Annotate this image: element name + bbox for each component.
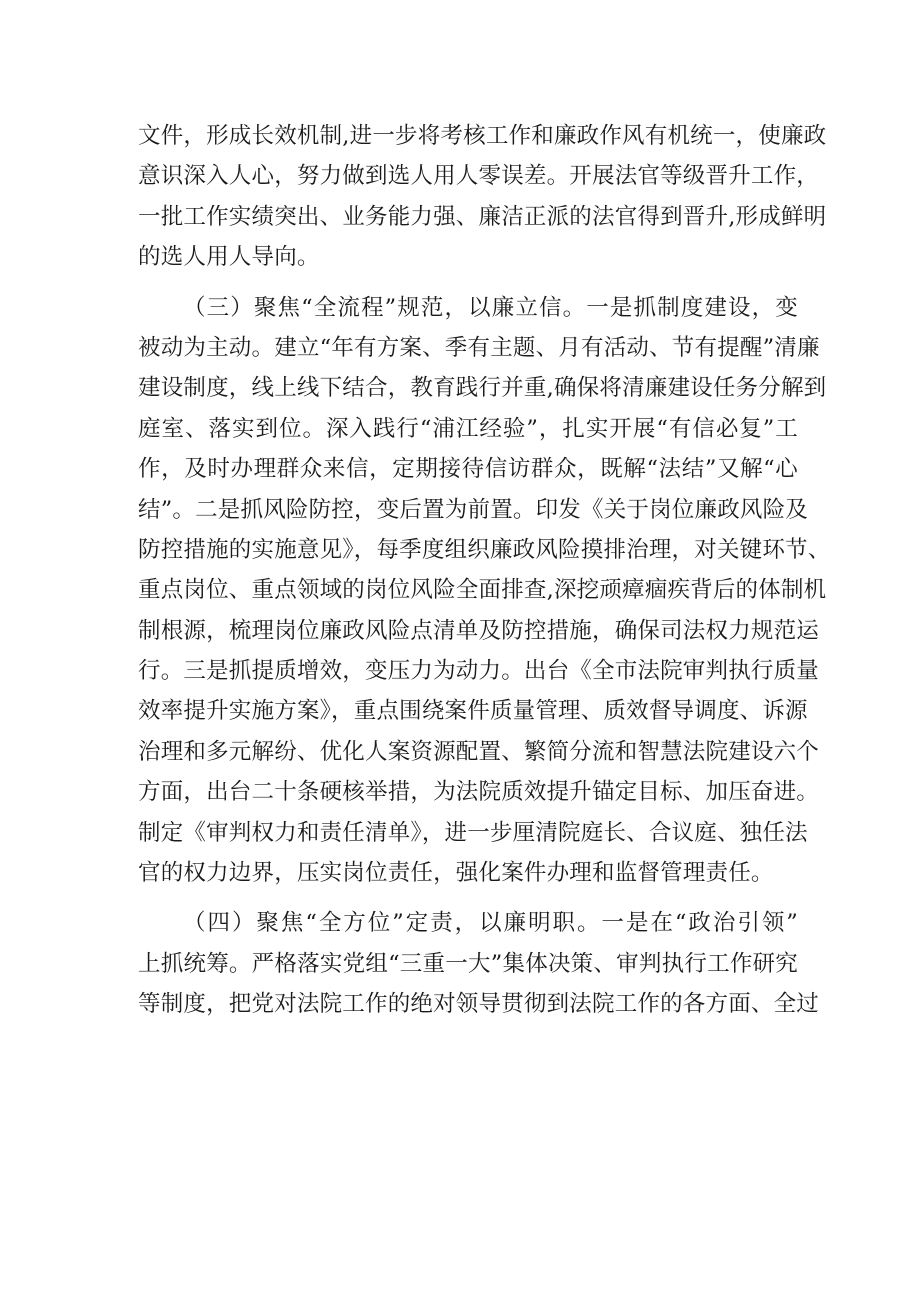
text-line: 的选人用人导向。 [138, 244, 320, 271]
text-line: 一批工作实绩突出、业务能力强、廉洁正派的法官得到晋升,形成鲜明 [138, 203, 827, 230]
paragraph-p3 [138, 903, 820, 1024]
paragraph-p1 [138, 116, 827, 278]
text-line: （四）聚焦“全方位”定责，以廉明职。一是在“政治引领” [183, 910, 798, 937]
text-line: 官的权力边界，压实岗位责任，强化案件办理和监督管理责任。 [138, 860, 774, 887]
text-line: 制定《审判权力和责任清单》，进一步厘清院庭长、合议庭、独任法 [138, 819, 808, 846]
document-body [138, 116, 831, 1025]
text-line: 行。三是抓提质增效，变压力为动力。出台《全市法院审判执行质量 [138, 658, 820, 685]
text-line: 制根源，梳理岗位廉政风险点清单及防控措施，确保司法权力规范运 [138, 617, 820, 644]
text-line: 建设制度，线上线下结合，教育践行并重,确保将清廉建设任务分解到 [138, 375, 827, 402]
text-line: 方面，出台二十条硬核举措，为法院质效提升锚定目标、加压奋进。 [138, 779, 820, 806]
text-line: 上抓统筹。严格落实党组“三重一大”集体决策、审判执行工作研究 [138, 950, 798, 977]
text-line: （三）聚焦“全流程”规范，以廉立信。一是抓制度建设，变 [183, 294, 798, 321]
paragraph-p2 [138, 288, 831, 894]
text-line: 治理和多元解纷、优化人案资源配置、繁简分流和智慧法院建设六个 [138, 738, 820, 765]
text-line: 防控措施的实施意见》，每季度组织廉政风险摸排治理，对关键环节、 [138, 536, 831, 563]
paragraph-gap [138, 278, 798, 288]
text-line: 等制度，把党对法院工作的绝对领导贯彻到法院工作的各方面、全过 [138, 991, 820, 1018]
text-line: 作，及时办理群众来信，定期接待信访群众，既解“法结”又解“心 [138, 456, 798, 483]
text-line: 被动为主动。建立“年有方案、季有主题、月有活动、节有提醒”清廉 [138, 334, 820, 361]
text-line: 庭室、落实到位。深入践行“浦江经验”，扎实开展“有信必复”工 [138, 415, 798, 442]
paragraph-gap [138, 893, 798, 903]
text-line: 结”。二是抓风险防控，变后置为前置。印发《关于岗位廉政风险及 [138, 496, 809, 523]
text-line: 文件，形成长效机制,进一步将考核工作和廉政作风有机统一，使廉政 [138, 123, 827, 149]
text-line: 意识深入人心，努力做到选人用人零误差。开展法官等级晋升工作， [138, 163, 820, 190]
text-line: 重点岗位、重点领域的岗位风险全面排查,深挖顽瘴痼疾背后的体制机 [138, 577, 827, 604]
text-line: 效率提升实施方案》，重点围绕案件质量管理、质效督导调度、诉源 [138, 698, 808, 725]
